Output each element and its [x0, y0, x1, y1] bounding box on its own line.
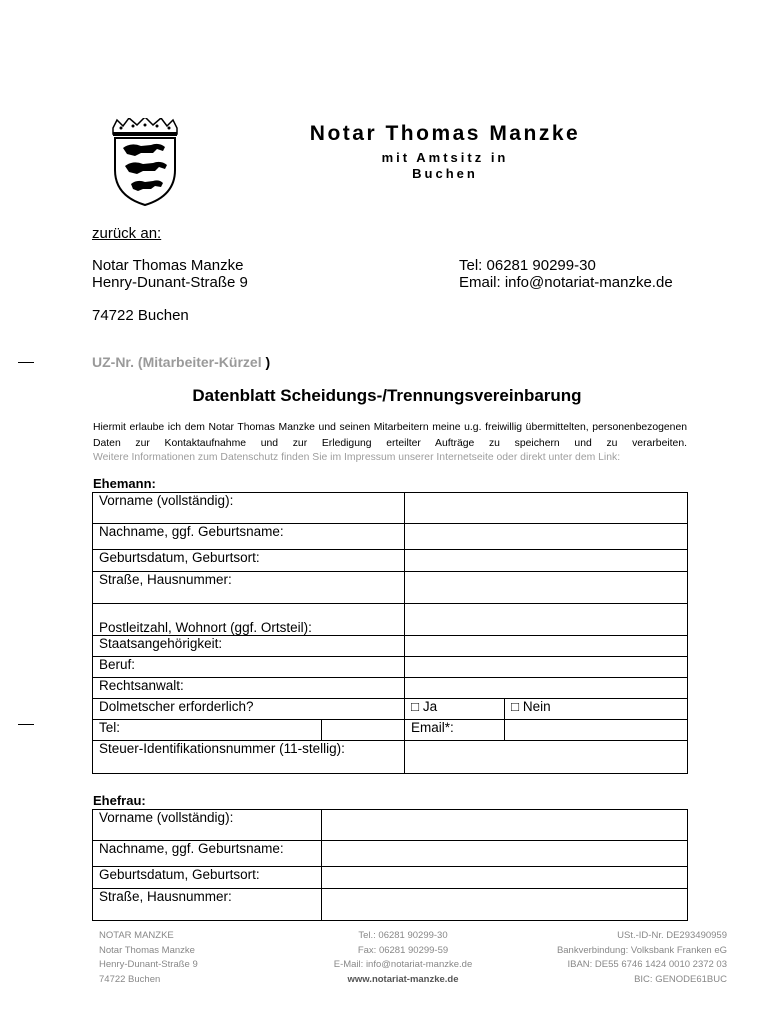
husband-form — [92, 492, 688, 774]
husband-email-label: Email*: — [405, 720, 505, 741]
fold-mark — [18, 724, 34, 725]
husband-street-field[interactable] — [405, 572, 688, 604]
footer-iban: IBAN: DE55 6746 1424 0010 2372 03 — [567, 959, 727, 970]
husband-nationality-field[interactable] — [405, 636, 688, 657]
uz-prefix: UZ-Nr. ( — [92, 354, 143, 370]
return-label: zurück an: — [92, 225, 162, 242]
interpreter-yes-checkbox[interactable]: □ Ja — [405, 699, 505, 720]
husband-first-name-field[interactable] — [405, 493, 688, 524]
wife-birth-label: Geburtsdatum, Geburtsort: — [93, 867, 322, 889]
footer-vat-id: USt.-ID-Nr. DE293490959 — [617, 930, 727, 941]
husband-birth-field[interactable] — [405, 550, 688, 572]
footer-col-2 — [300, 929, 506, 987]
husband-nationality-label: Staatsangehörigkeit: — [93, 636, 405, 657]
coat-of-arms-icon — [107, 118, 183, 206]
footer-city: 74722 Buchen — [99, 973, 161, 985]
husband-birth-label: Geburtsdatum, Geburtsort: — [93, 550, 405, 572]
wife-first-name-field[interactable] — [322, 810, 688, 841]
interpreter-no-checkbox[interactable]: □ Nein — [505, 699, 688, 720]
husband-section-label: Ehemann: — [93, 476, 156, 491]
fold-mark — [18, 362, 34, 363]
footer-website-link[interactable]: www.notariat-manzke.de — [347, 973, 459, 985]
address-street: Henry-Dunant-Straße 9 — [92, 274, 248, 291]
husband-street-label: Straße, Hausnummer: — [93, 572, 405, 604]
husband-tax-id-field[interactable] — [405, 741, 688, 774]
husband-tax-id-label: Steuer-Identifikationsnummer (11-stellig): — [93, 741, 405, 774]
husband-last-name-label: Nachname, ggf. Geburtsname: — [93, 524, 405, 550]
wife-last-name-label: Nachname, ggf. Geburtsname: — [93, 841, 322, 867]
husband-zip-field[interactable] — [405, 604, 688, 636]
address-name: Notar Thomas Manzke — [92, 257, 244, 274]
notary-subtitle-1: mit Amtsitz in — [381, 150, 509, 165]
wife-last-name-field[interactable] — [322, 841, 688, 867]
privacy-info: Weitere Informationen zum Datenschutz finden Sie im Impressum unserer Internetseite oder direkt unter dem Link: — [93, 452, 621, 463]
footer-name: Notar Thomas Manzke — [99, 944, 195, 956]
husband-interpreter-label: Dolmetscher erforderlich? — [93, 699, 405, 720]
uz-number — [92, 354, 270, 370]
husband-email-field[interactable] — [505, 720, 688, 741]
husband-job-field[interactable] — [405, 657, 688, 678]
footer-bank: Bankverbindung: Volksbank Franken eG — [556, 944, 727, 956]
consent-text: Hiermit erlaube ich dem Notar Thomas Manzke und seinen Mitarbeitern meine u.g. freiwillig übermittelten, personenbezogenen Daten zur Kontaktaufnahme und zur Erledigung erteilter Aufträge zu speichern und zu verarbeiten. — [93, 422, 687, 449]
footer-street: Henry-Dunant-Straße 9 — [99, 959, 198, 970]
wife-section-label: Ehefrau: — [93, 793, 146, 808]
husband-lawyer-label: Rechtsanwalt: — [93, 678, 405, 699]
footer-email[interactable]: E-Mail: info@notariat-manzke.de — [333, 959, 473, 970]
husband-zip-label: Postleitzahl, Wohnort (ggf. Ortsteil): — [93, 604, 405, 636]
footer-office: NOTAR MANZKE — [99, 930, 174, 941]
wife-first-name-label: Vorname (vollständig): — [93, 810, 322, 841]
husband-lawyer-field[interactable] — [405, 678, 688, 699]
uz-suffix: ) — [265, 354, 271, 370]
wife-street-label: Straße, Hausnummer: — [93, 889, 322, 921]
uz-staff: Mitarbeiter-Kürzel — [142, 354, 262, 370]
address-email: Email: info@notariat-manzke.de — [459, 274, 673, 291]
address-tel: Tel: 06281 90299-30 — [459, 257, 596, 274]
husband-first-name-label: Vorname (vollständig): — [93, 493, 405, 524]
husband-tel-label: Tel: — [93, 720, 322, 741]
husband-last-name-field[interactable] — [405, 524, 688, 550]
form-title: Datenblatt Scheidungs-/Trennungsvereinbarung — [192, 386, 582, 405]
footer-fax: Fax: 06281 90299-59 — [357, 944, 449, 956]
notary-subtitle-2: Buchen — [412, 166, 478, 181]
footer-col-3 — [500, 929, 727, 987]
footer-col-1 — [99, 929, 198, 987]
husband-job-label: Beruf: — [93, 657, 405, 678]
address-city: 74722 Buchen — [92, 307, 189, 324]
footer-bic: BIC: GENODE61BUC — [634, 973, 727, 985]
notary-title: Notar Thomas Manzke — [309, 122, 581, 145]
wife-street-field[interactable] — [322, 889, 688, 921]
husband-tel-field[interactable] — [322, 720, 405, 741]
wife-birth-field[interactable] — [322, 867, 688, 889]
wife-form — [92, 809, 688, 921]
footer-tel: Tel.: 06281 90299-30 — [358, 930, 448, 941]
